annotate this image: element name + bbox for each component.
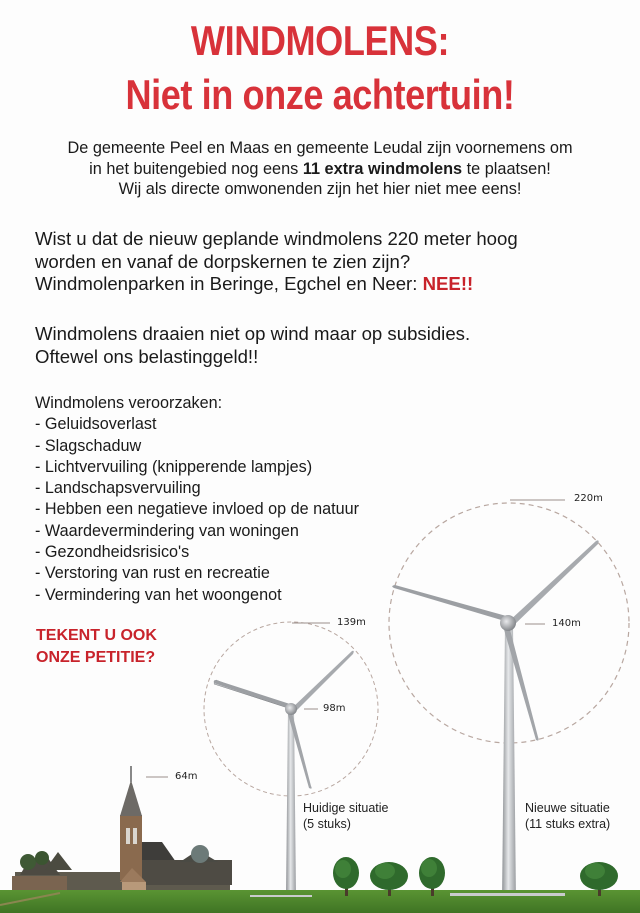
list-item: - Geluidsoverlast (35, 415, 157, 434)
headline-line-1: WINDMOLENS: (190, 17, 450, 64)
petition-line-1: TEKENT U OOK (36, 627, 157, 644)
new-caption-line-1: Nieuwe situatie (525, 801, 610, 815)
current-turbine (214, 651, 354, 898)
church-village-picture (0, 766, 640, 913)
intro-line-2-post: te plaatsen! (462, 159, 551, 178)
new-caption-line-2: (11 stuks extra) (525, 817, 611, 831)
list-item: - Vermindering van het woongenot (35, 585, 282, 604)
new-hub-height-label: 140m (552, 618, 581, 629)
current-hub-height-label: 98m (323, 703, 346, 714)
list-item: - Slagschaduw (35, 436, 142, 455)
list-item: - Verstoring van rust en recreatie (35, 564, 270, 583)
intro-line-2-bold: 11 extra windmolens (302, 159, 463, 178)
height-line-1: Wist u dat de nieuw geplande windmolens 220 meter hoog (35, 228, 518, 249)
current-tip-height-label: 139m (337, 617, 366, 628)
new-tip-height-label: 220m (574, 493, 603, 504)
current-caption-line-1: Huidige situatie (303, 801, 389, 815)
petition-line-2: ONZE PETITIE? (36, 649, 156, 666)
list-item: - Hebben een negatieve invloed op de natuur (35, 500, 359, 519)
new-turbine (392, 540, 598, 903)
intro-line-2-pre: in het buitengebied nog eens (89, 159, 303, 178)
current-caption-line-2: (5 stuks) (303, 817, 351, 831)
new-situation-caption (525, 800, 610, 832)
height-line-2: worden en vanaf de dorpskernen te zien zijn? (35, 250, 411, 272)
headline-line-2: Niet in onze achtertuin! (125, 71, 515, 118)
subsidy-line-1: Windmolens draaien niet op wind maar op subsidies. (35, 323, 471, 344)
current-situation-caption (303, 800, 388, 832)
subsidy-line-2: Oftewel ons belastinggeld!! (35, 345, 259, 367)
nee-emphasis: NEE!! (422, 273, 474, 294)
church-height-label: 64m (175, 771, 198, 782)
intro-line-1: De gemeente Peel en Maas en gemeente Leudal zijn voornemens om (67, 139, 573, 157)
list-item: - Waardevermindering van woningen (35, 521, 299, 540)
list-item: - Landschapsvervuiling (35, 479, 201, 498)
intro-line-3: Wij als directe omwonenden zijn het hier niet mee eens! (118, 180, 522, 198)
list-item: - Lichtvervuiling (knipperende lampjes) (35, 457, 313, 476)
height-line-3-pre: Windmolenparken in Beringe, Egchel en Neer: (35, 273, 423, 294)
list-item: - Gezondheidsrisico's (35, 543, 190, 562)
causes-heading: Windmolens veroorzaken: (35, 394, 223, 412)
